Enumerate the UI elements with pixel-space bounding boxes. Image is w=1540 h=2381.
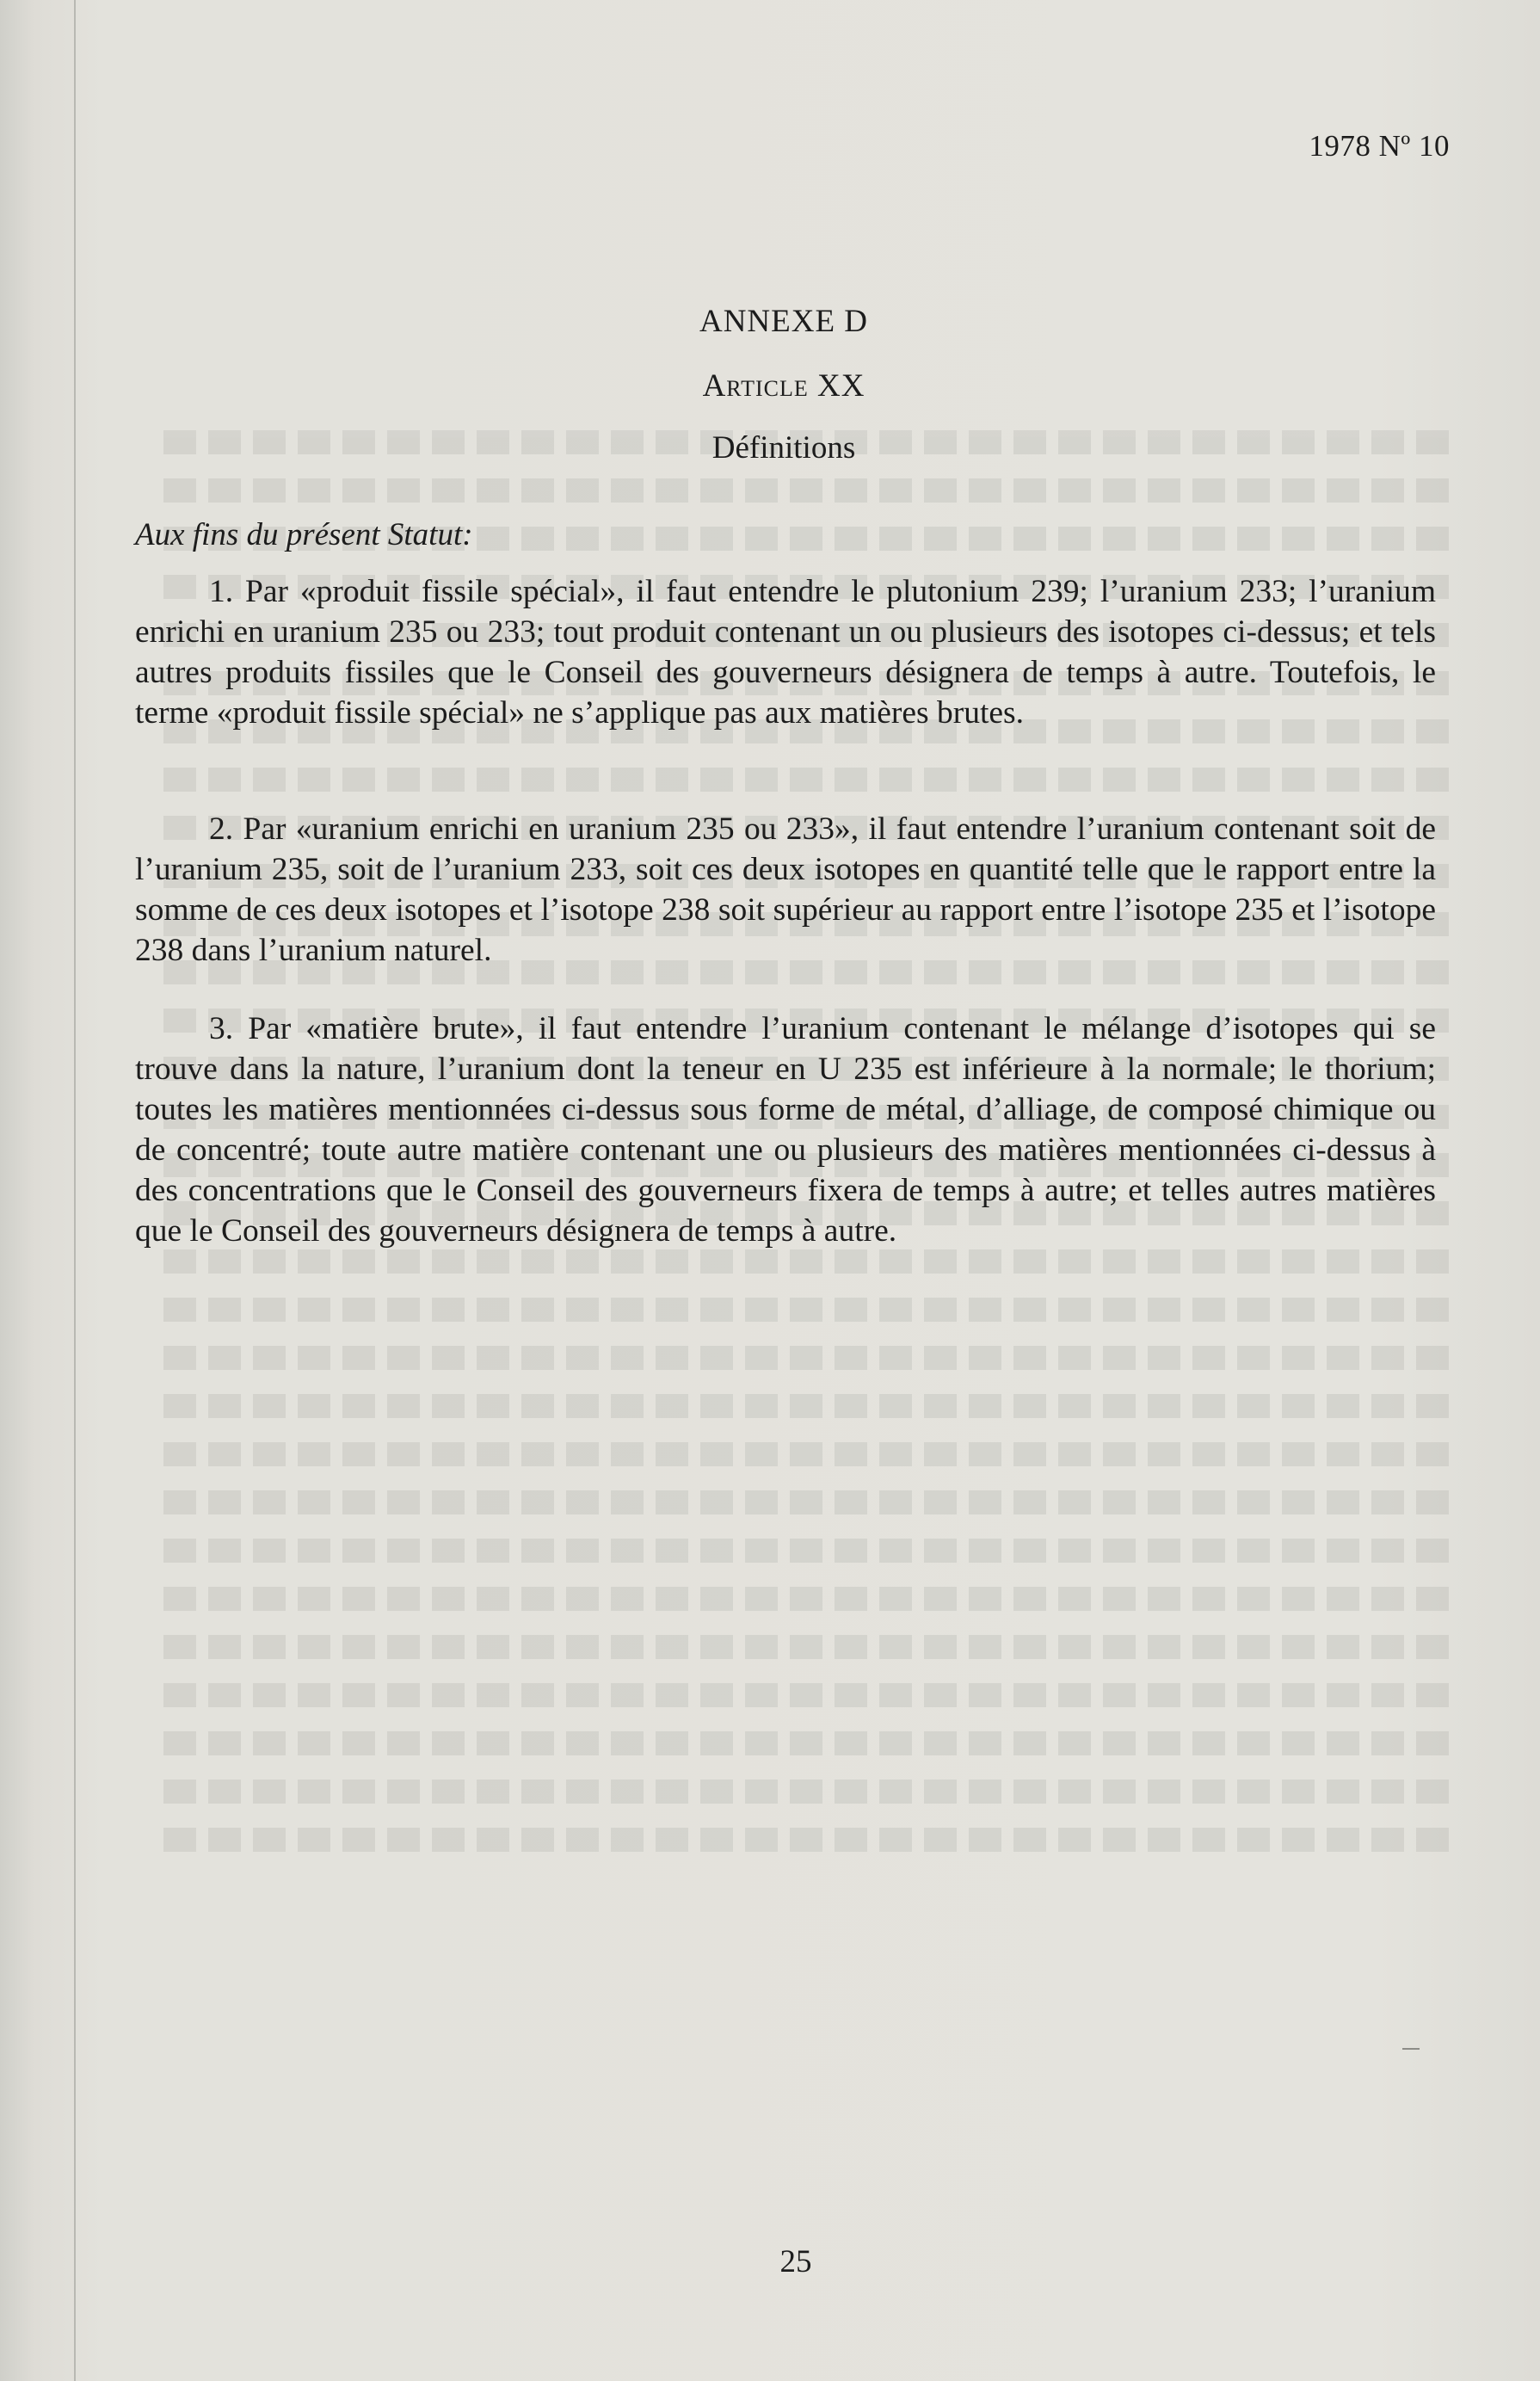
- margin-mark: [1402, 2048, 1420, 2050]
- binding-gutter-line: [74, 0, 76, 2381]
- definition-paragraph-3: 3. Par «matière brute», il faut entendre l’uranium contenant le mélange d’isotopes qui se trouve dans la nature, l’uranium dont la teneur en U 235 est inférieure à la normale; le thorium; toutes les matières mentionnées ci-dessus sous forme de métal, d’alliage, de composé chimique ou de concentré; toute autre matière contenant une ou plusieurs des matières mentionnées ci-dessus à des concentrations que le Conseil des gouverneurs fixera de temps à autre; et telles autres matières que le Conseil des gouverneurs désignera de temps à autre.: [135, 1011, 1436, 1249]
- annex-title: ANNEXE D: [699, 304, 869, 339]
- page-number: 25: [779, 2244, 812, 2279]
- section-title: Définitions: [711, 430, 856, 466]
- gazette-reference: 1978 Nº 10: [1309, 129, 1450, 163]
- intro-text: Aux fins du présent Statut:: [135, 517, 473, 552]
- definition-paragraph-1: 1. Par «produit fissile spécial», il faut entendre le plutonium 239; l’uranium 233; l’uranium enrichi en uranium 235 ou 233; tout produit contenant un ou plusieurs des isotopes ci-dessus; et tels autres produits fissiles que le Conseil des gouverneurs désignera de temps à autre. Toutefois, le terme «produit fissile spécial» ne s’applique pas aux matières brutes.: [135, 574, 1436, 731]
- definition-paragraph-2: 2. Par «uranium enrichi en uranium 235 ou 233», il faut entendre l’uranium contenant soit de l’uranium 235, soit de l’uranium 233, soit ces deux isotopes en quantité telle que le rapport entre la somme de ces deux isotopes et l’isotope 238 soit supérieur au rapport entre l’isotope 235 et l’isotope 238 dans l’uranium naturel.: [135, 811, 1436, 968]
- article-title: Article XX: [702, 368, 865, 404]
